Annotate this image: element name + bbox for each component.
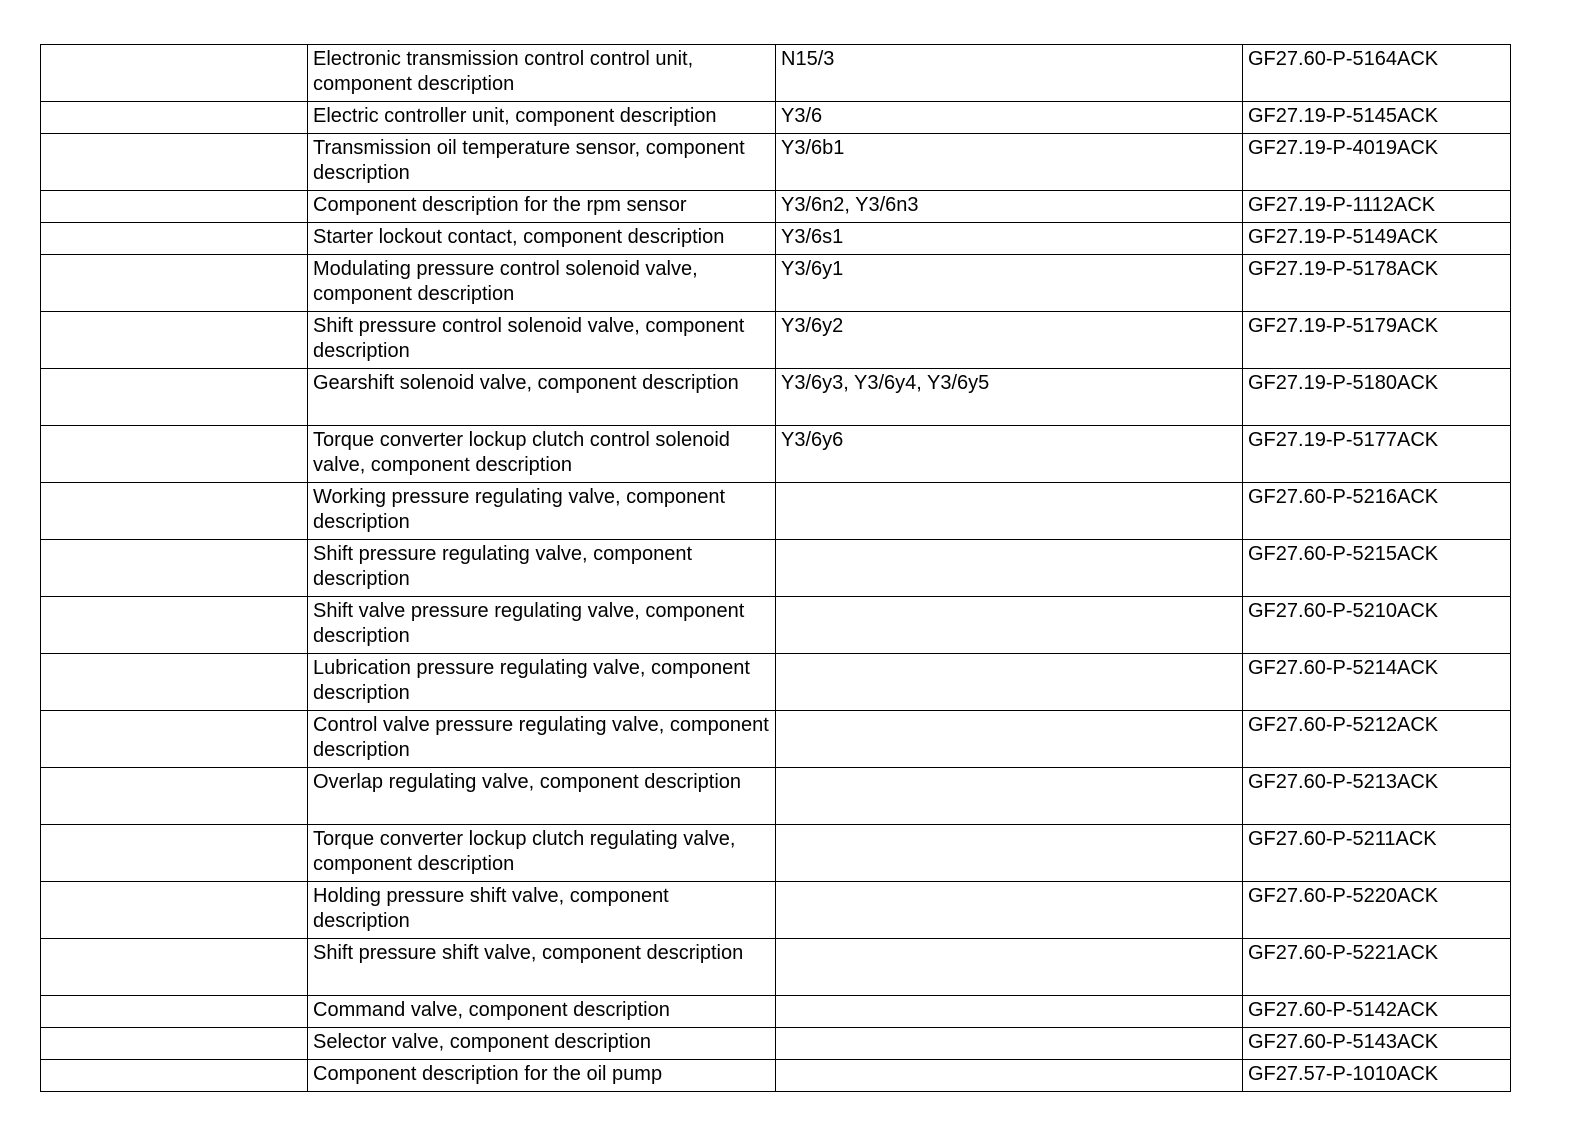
document-number: GF27.60-P-5212ACK: [1243, 711, 1511, 768]
document-number: GF27.60-P-5215ACK: [1243, 540, 1511, 597]
component-description: Selector valve, component description: [308, 1028, 776, 1060]
blank-cell: [41, 711, 308, 768]
document-number: GF27.60-P-5211ACK: [1243, 825, 1511, 882]
component-description: Electric controller unit, component description: [308, 102, 776, 134]
component-designation: [776, 1060, 1243, 1092]
component-designation: [776, 882, 1243, 939]
blank-cell: [41, 369, 308, 426]
blank-cell: [41, 654, 308, 711]
table-row: [41, 996, 1511, 1028]
table-row: [41, 882, 1511, 939]
table-row: [41, 483, 1511, 540]
blank-cell: [41, 426, 308, 483]
document-number: GF27.60-P-5210ACK: [1243, 597, 1511, 654]
component-description: Holding pressure shift valve, component description: [308, 882, 776, 939]
document-number: GF27.60-P-5216ACK: [1243, 483, 1511, 540]
blank-cell: [41, 996, 308, 1028]
table-row: [41, 134, 1511, 191]
component-description: Electronic transmission control control unit, component description: [308, 45, 776, 102]
component-designation: Y3/6n2, Y3/6n3: [776, 191, 1243, 223]
table-row: [41, 312, 1511, 369]
document-number: GF27.60-P-5213ACK: [1243, 768, 1511, 825]
blank-cell: [41, 882, 308, 939]
component-description: Shift pressure control solenoid valve, component description: [308, 312, 776, 369]
component-designation: Y3/6y6: [776, 426, 1243, 483]
document-number: GF27.19-P-5178ACK: [1243, 255, 1511, 312]
document-number: GF27.19-P-1112ACK: [1243, 191, 1511, 223]
blank-cell: [41, 255, 308, 312]
component-designation: [776, 768, 1243, 825]
component-description: Command valve, component description: [308, 996, 776, 1028]
component-description: Starter lockout contact, component description: [308, 223, 776, 255]
table-row: [41, 191, 1511, 223]
blank-cell: [41, 45, 308, 102]
document-number: GF27.60-P-5220ACK: [1243, 882, 1511, 939]
component-description: Component description for the rpm sensor: [308, 191, 776, 223]
blank-cell: [41, 312, 308, 369]
component-description: Shift valve pressure regulating valve, component description: [308, 597, 776, 654]
document-number: GF27.19-P-5149ACK: [1243, 223, 1511, 255]
document-number: GF27.60-P-5221ACK: [1243, 939, 1511, 996]
document-number: GF27.19-P-5179ACK: [1243, 312, 1511, 369]
component-designation: [776, 597, 1243, 654]
document-number: GF27.57-P-1010ACK: [1243, 1060, 1511, 1092]
blank-cell: [41, 483, 308, 540]
component-designation: Y3/6s1: [776, 223, 1243, 255]
table-row: [41, 654, 1511, 711]
blank-cell: [41, 825, 308, 882]
document-number: GF27.60-P-5142ACK: [1243, 996, 1511, 1028]
table-row: [41, 102, 1511, 134]
table-row: [41, 1060, 1511, 1092]
table-row: [41, 1028, 1511, 1060]
table-row: [41, 540, 1511, 597]
blank-cell: [41, 939, 308, 996]
component-designation: Y3/6b1: [776, 134, 1243, 191]
table-row: [41, 711, 1511, 768]
component-designation: Y3/6y1: [776, 255, 1243, 312]
document-number: GF27.60-P-5164ACK: [1243, 45, 1511, 102]
component-designation: Y3/6: [776, 102, 1243, 134]
component-description: Shift pressure shift valve, component description: [308, 939, 776, 996]
table-row: [41, 597, 1511, 654]
component-description: Component description for the oil pump: [308, 1060, 776, 1092]
table-row: [41, 768, 1511, 825]
document-number: GF27.19-P-5180ACK: [1243, 369, 1511, 426]
component-description: Control valve pressure regulating valve, component description: [308, 711, 776, 768]
table-row: [41, 825, 1511, 882]
component-description: Working pressure regulating valve, component description: [308, 483, 776, 540]
document-number: GF27.19-P-4019ACK: [1243, 134, 1511, 191]
component-designation: [776, 540, 1243, 597]
component-designation: [776, 825, 1243, 882]
component-description: Shift pressure regulating valve, component description: [308, 540, 776, 597]
document-number: GF27.19-P-5145ACK: [1243, 102, 1511, 134]
component-designation: [776, 654, 1243, 711]
blank-cell: [41, 1060, 308, 1092]
document-number: GF27.60-P-5214ACK: [1243, 654, 1511, 711]
table-row: [41, 369, 1511, 426]
blank-cell: [41, 102, 308, 134]
component-description: Lubrication pressure regulating valve, component description: [308, 654, 776, 711]
component-designation: [776, 996, 1243, 1028]
component-table: [40, 44, 1511, 1092]
document-number: GF27.19-P-5177ACK: [1243, 426, 1511, 483]
component-description: Modulating pressure control solenoid valve, component description: [308, 255, 776, 312]
component-designation: N15/3: [776, 45, 1243, 102]
component-designation: Y3/6y2: [776, 312, 1243, 369]
component-description: Transmission oil temperature sensor, component description: [308, 134, 776, 191]
document-number: GF27.60-P-5143ACK: [1243, 1028, 1511, 1060]
component-designation: [776, 1028, 1243, 1060]
blank-cell: [41, 134, 308, 191]
component-description: Gearshift solenoid valve, component description: [308, 369, 776, 426]
component-description: Torque converter lockup clutch control solenoid valve, component description: [308, 426, 776, 483]
blank-cell: [41, 540, 308, 597]
component-designation: [776, 483, 1243, 540]
table-row: [41, 426, 1511, 483]
table-row: [41, 45, 1511, 102]
component-description: Overlap regulating valve, component description: [308, 768, 776, 825]
blank-cell: [41, 597, 308, 654]
component-designation: Y3/6y3, Y3/6y4, Y3/6y5: [776, 369, 1243, 426]
blank-cell: [41, 1028, 308, 1060]
component-description: Torque converter lockup clutch regulating valve, component description: [308, 825, 776, 882]
table-row: [41, 255, 1511, 312]
blank-cell: [41, 768, 308, 825]
blank-cell: [41, 191, 308, 223]
table-row: [41, 939, 1511, 996]
blank-cell: [41, 223, 308, 255]
table-row: [41, 223, 1511, 255]
component-designation: [776, 711, 1243, 768]
component-designation: [776, 939, 1243, 996]
